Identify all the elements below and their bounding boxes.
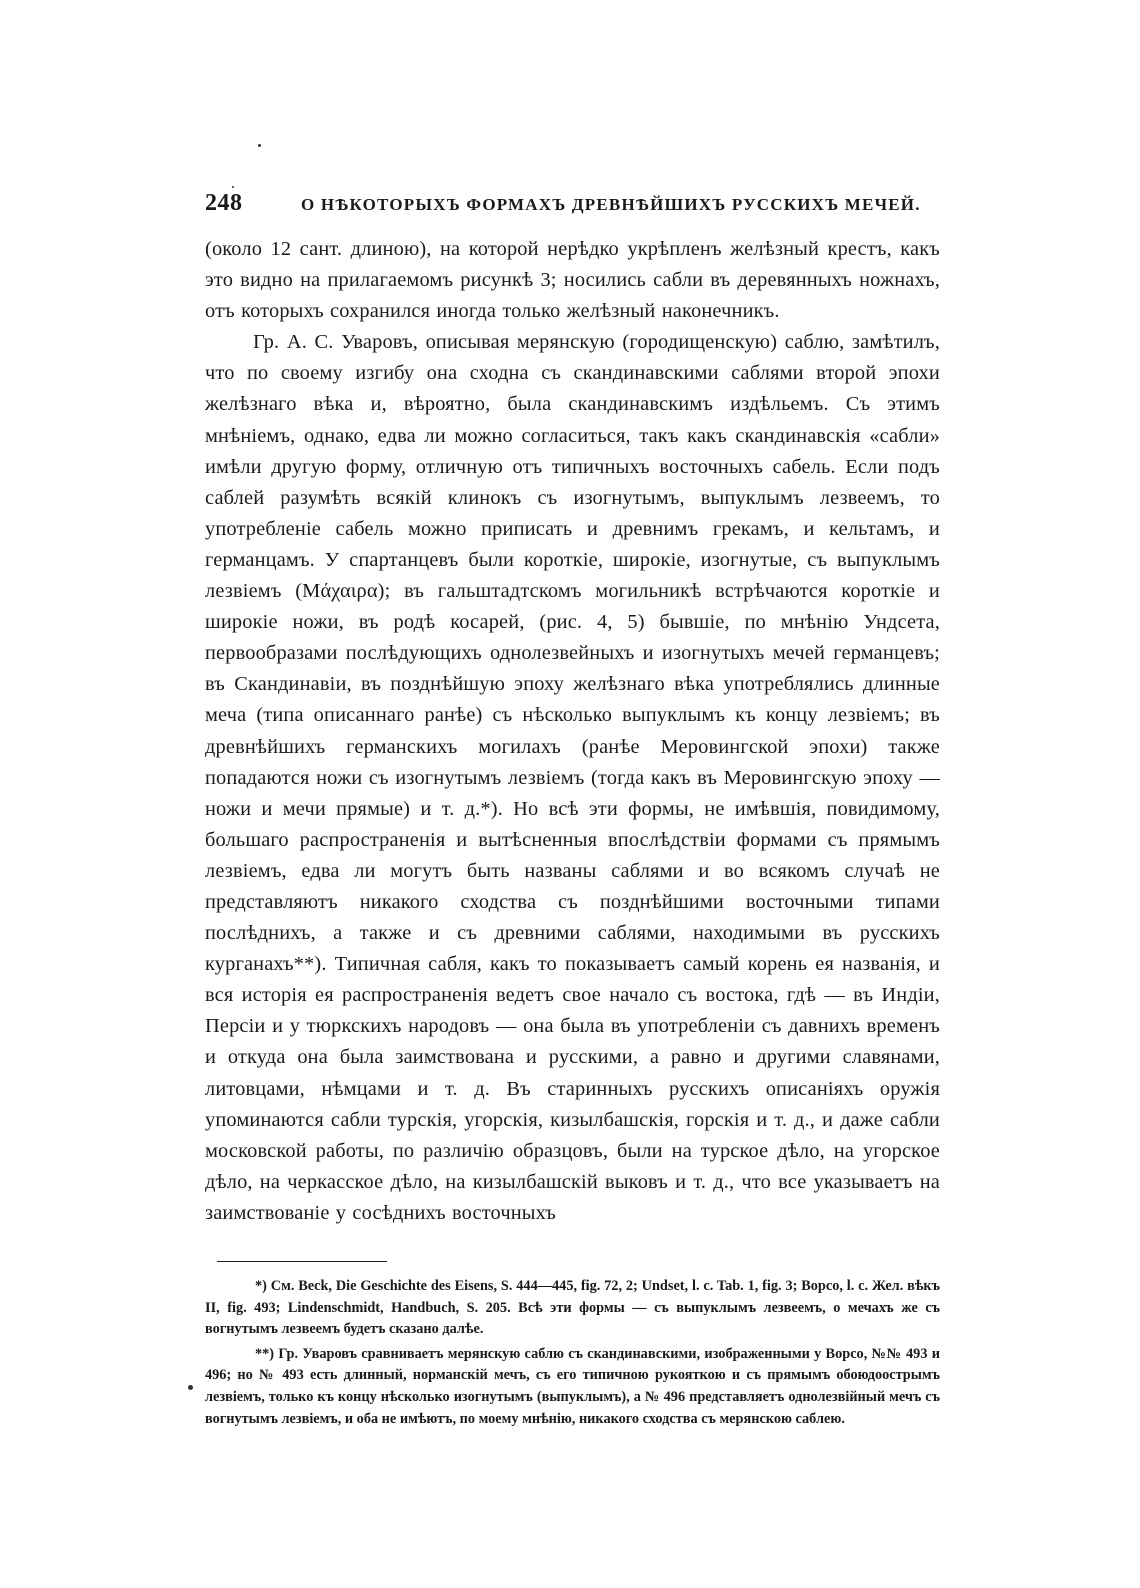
- book-page: [205, 190, 940, 1433]
- footnote-divider: [217, 1261, 387, 1262]
- scan-speck: [258, 144, 261, 147]
- page-number: 248: [205, 190, 243, 216]
- footnote: **) Гр. Уваровъ сравниваетъ мерянскую саблю съ скандинавскими, изображенными у Ворсо, №№ 493 и 496; но № 493 есть длинный, норманскій мечъ, съ его типичною рукояткою и съ прямымъ обоюдоострымъ лезвіемъ, только къ концу нѣсколько изогнутымъ (выпуклымъ), а № 496 представляетъ однолезвійный мечъ съ вогнутымъ лезвіемъ, и оба не имѣютъ, по моему мнѣнію, никакого сходства съ мерянскою саблею.: [205, 1345, 940, 1427]
- body-text: [205, 234, 940, 1229]
- page-header: [205, 190, 940, 234]
- footnote: *) См. Beck, Die Geschichte des Eisens, S. 444—445, fig. 72, 2; Undset, l. c. Tab. 1, fig. 3; Ворсо, l. c. Жел. вѣкъ II, fig. 493; Lindenschmidt, Handbuch, S. 205. Всѣ эти формы — съ выпуклымъ лезвеемъ, о мечахъ же съ вогнутымъ лезвеемъ будетъ сказано далѣе.: [205, 1278, 940, 1338]
- scan-speck: [232, 186, 234, 188]
- paragraph: (около 12 сант. длиною), на которой нерѣдко укрѣпленъ желѣзный крестъ, какъ это видно на прилагаемомъ рисункѣ 3; носились сабли въ деревянныхъ ножнахъ, отъ которыхъ сохранился иногда только желѣзный наконечникъ.: [205, 238, 940, 323]
- scan-speck: [188, 1385, 193, 1390]
- footnotes: [205, 1276, 940, 1430]
- running-title: О НѢКОТОРЫХЪ ФОРМАХЪ ДРЕВНѢЙШИХЪ РУССКИХЪ МЕЧЕЙ.: [301, 195, 921, 214]
- paragraph: Гр. А. С. Уваровъ, описывая мерянскую (городищенскую) саблю, замѣтилъ, что по своему изгибу она сходна съ скандинавскими саблями второй эпохи желѣзнаго вѣка и, вѣроятно, была скандинавскимъ издѣльемъ. Съ этимъ мнѣніемъ, однако, едва ли можно согласиться, такъ какъ скандинавскія «сабли» имѣли другую форму, отличную отъ типичныхъ восточныхъ сабель. Если подъ саблей разумѣть всякій клинокъ съ изогнутымъ, выпуклымъ лезвеемъ, то употребленіе сабель можно приписать и древнимъ грекамъ, и кельтамъ, и германцамъ. У спартанцевъ были короткіе, широкіе, изогнутые, съ выпуклымъ лезвіемъ (Μάχαιρα); въ гальштадтскомъ могильникѣ встрѣчаются короткіе и широкіе ножи, въ родѣ косарей, (рис. 4, 5) бывшіе, по мнѣнію Ундсета, первообразами послѣдующихъ однолезвейныхъ и изогнутыхъ мечей германцевъ; въ Скандинавіи, въ позднѣйшую эпоху желѣзнаго вѣка употреблялись длинные меча (типа описаннаго ранѣе) съ нѣсколько выпуклымъ къ концу лезвіемъ; въ древнѣйшихъ германскихъ могилахъ (ранѣе Меровингской эпохи) также попадаются ножи съ изогнутымъ лезвіемъ (тогда какъ въ Меровингскую эпоху —ножи и мечи прямые) и т. д.*). Но всѣ эти формы, не имѣвшія, повидимому, большаго распространенія и вытѣсненныя впослѣдствіи формами съ прямымъ лезвіемъ, едва ли могутъ быть названы саблями и во всякомъ случаѣ не представляютъ никакого сходства съ позднѣйшими восточными типами послѣднихъ, а также и съ древними саблями, находимыми въ русскихъ курганахъ**). Типичная сабля, какъ то показываетъ самый корень ея названія, и вся исторія ея распространенія ведетъ свое начало съ востока, гдѣ — въ Индіи, Персіи и у тюркскихъ народовъ — она была въ употребленіи съ давнихъ временъ и откуда она была заимствована и русскими, а равно и другими славянами, литовцами, нѣмцами и т. д. Въ старинныхъ русскихъ описаніяхъ оружія упоминаются сабли турскія, угорскія, кизылбашскія, горскія и т. д., и даже сабли московской работы, по различію образцовъ, были на турское дѣло, на угорское дѣло, на черкасское дѣло, на кизылбашскій выковъ и т. д., что все указываетъ на заимствованіе у сосѣднихъ восточныхъ: [205, 331, 940, 1224]
